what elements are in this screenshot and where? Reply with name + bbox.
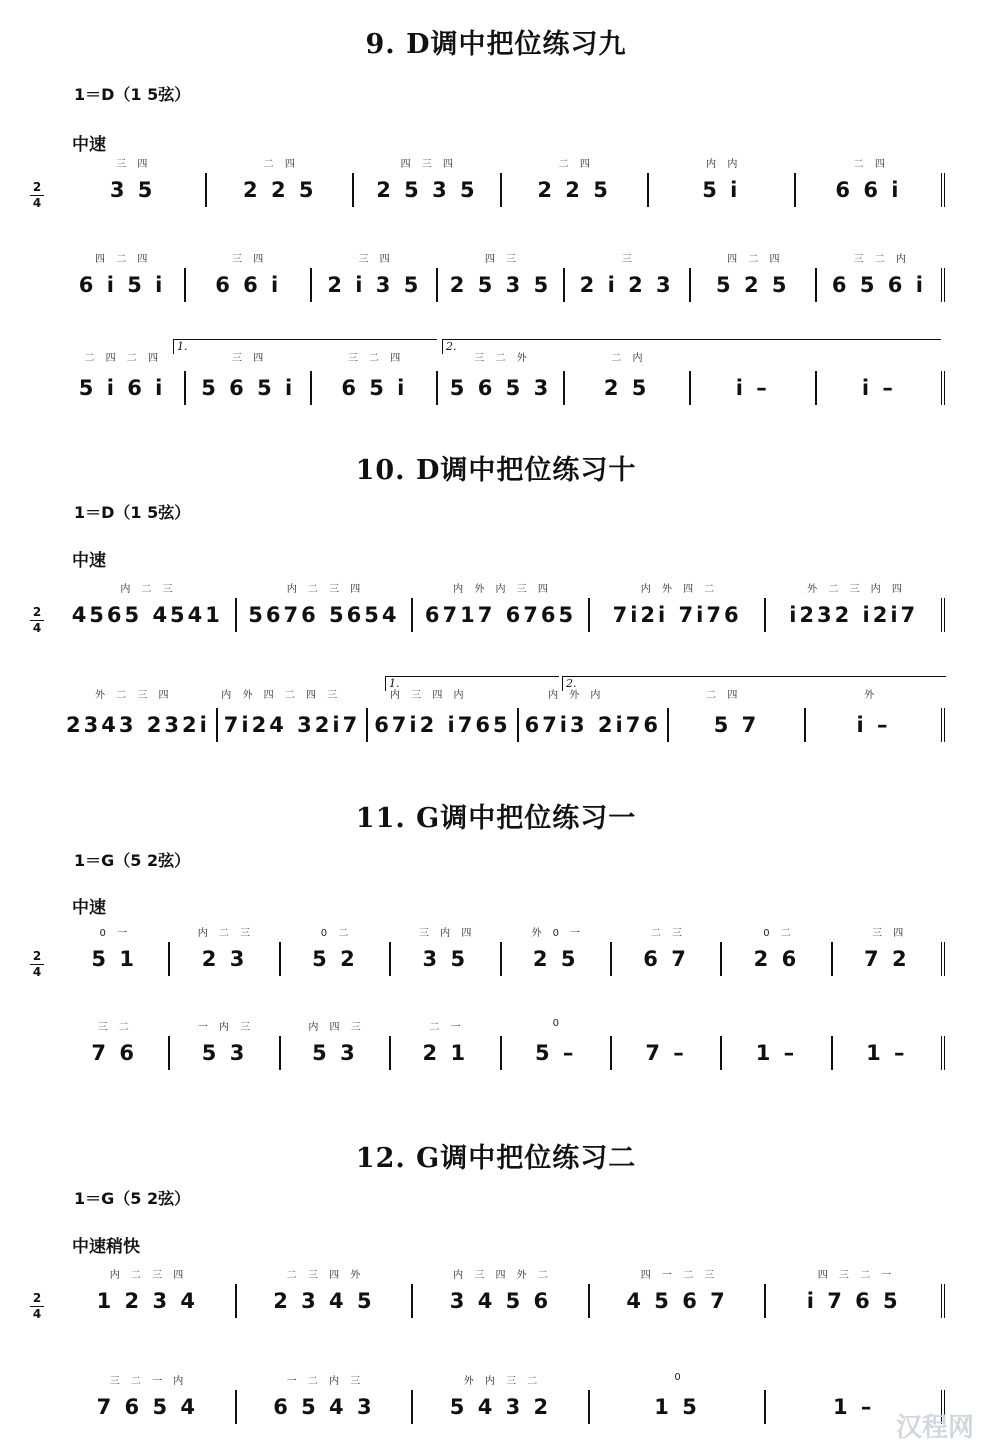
measure: 3 5 <box>60 173 207 207</box>
exercise-title: 12. G调中把位练习二 <box>355 1143 637 1174</box>
measure: 5 i <box>649 173 796 207</box>
fingering-row: 0 一 内 二 三 0 二 三 内 四 外 0 一 二 三 0 二 三 四 <box>99 928 908 939</box>
measure: 6 i 5 i <box>60 268 186 302</box>
notes-row <box>60 268 945 302</box>
staff-row <box>30 677 955 762</box>
notes-row <box>60 371 945 405</box>
exercise-title: 10. D调中把位练习十 <box>355 455 637 486</box>
fingering-row: 四 二 四 三 四 三 四 四 三 三 四 二 四 三 二 内 <box>95 254 910 265</box>
measure: 5 2 <box>281 942 391 976</box>
measure: 7i24 32i7 <box>218 708 368 742</box>
measure: 2 5 3 5 <box>438 268 564 302</box>
measure: 1 – <box>833 1036 945 1070</box>
fingering-row: 内 二 三 内 二 三 四 内 外 内 三 四 内 外 四 二 外 二 三 内 四 <box>120 584 906 595</box>
fingering-row: 三 二 一 内 三 内 四 三 二 一 0 <box>97 1018 563 1033</box>
volta-1: 1. <box>385 676 559 691</box>
exercise-title: 11. G调中把位练习一 <box>355 803 637 834</box>
measure: 5 4 3 2 <box>413 1390 590 1424</box>
measure: 5 i 6 i <box>60 371 186 405</box>
key-signature: 1＝D（1 5弦） <box>74 85 191 104</box>
exercise-title: 9. D调中把位练习九 <box>365 29 627 60</box>
time-signature: 2 4 <box>30 1292 44 1321</box>
measure: 2 2 5 <box>207 173 354 207</box>
measure: 6 6 i <box>796 173 945 207</box>
measure: i – <box>691 371 817 405</box>
notes-row <box>60 1036 945 1070</box>
measure: 2 5 3 5 <box>354 173 501 207</box>
measure: 5 7 <box>669 708 806 742</box>
tempo-marking: 中速 <box>72 551 106 571</box>
staff-row <box>30 1018 955 1098</box>
measure: 67i3 2i76 <box>519 708 669 742</box>
measure: 7i2i 7i76 <box>590 598 767 632</box>
measure: 4565 4541 <box>60 598 237 632</box>
measure: 5 3 <box>281 1036 391 1070</box>
measure: 2 5 <box>565 371 691 405</box>
tempo-marking: 中速稍快 <box>72 1237 140 1257</box>
measure: 5 1 <box>60 942 170 976</box>
fingering-row: 内 二 三 四 二 三 四 外 内 三 四 外 二 四 一 二 三 四 三 二 一 <box>109 1270 896 1281</box>
volta-2: 2. <box>562 676 946 691</box>
measure: 2 i 2 3 <box>565 268 691 302</box>
measure: 2 3 <box>170 942 280 976</box>
measure: 2343 232i <box>60 708 218 742</box>
staff-row <box>30 1372 955 1452</box>
measure: 2 6 <box>722 942 832 976</box>
measure: 5 – <box>502 1036 612 1070</box>
volta-1: 1. <box>173 339 437 354</box>
measure: 6 6 i <box>186 268 312 302</box>
measure: 3 5 <box>391 942 501 976</box>
staff-row <box>30 340 955 425</box>
measure: 6 7 <box>612 942 722 976</box>
measure: 1 5 <box>590 1390 767 1424</box>
measure: 7 – <box>612 1036 722 1070</box>
measure: i – <box>817 371 945 405</box>
measure: 2 i 3 5 <box>312 268 438 302</box>
measure: 5 2 5 <box>691 268 817 302</box>
notes-row <box>60 1284 945 1318</box>
measure: i 7 6 5 <box>766 1284 945 1318</box>
measure: 5 3 <box>170 1036 280 1070</box>
fingering-row: 三 四 二 四 四 三 四 二 四 内 内 二 四 <box>116 159 889 170</box>
notes-row <box>60 942 945 976</box>
measure: 2 1 <box>391 1036 501 1070</box>
time-signature: 2 4 <box>30 181 44 210</box>
measure: 2 5 <box>502 942 612 976</box>
staff-row <box>30 155 955 235</box>
notes-row <box>60 173 945 207</box>
measure: 5676 5654 <box>237 598 414 632</box>
measure: 6 5 4 3 <box>237 1390 414 1424</box>
tempo-marking: 中速 <box>72 898 106 918</box>
watermark-logo: 汉程网 <box>895 1413 974 1443</box>
measure: 67i2 i765 <box>368 708 518 742</box>
measure: 2 3 4 5 <box>237 1284 414 1318</box>
key-signature: 1＝G（5 2弦） <box>74 851 191 870</box>
staff-row <box>30 250 955 330</box>
measure: 3 4 5 6 <box>413 1284 590 1318</box>
measure: i232 i2i7 <box>766 598 945 632</box>
measure: 6 5 6 i <box>817 268 945 302</box>
time-signature: 2 4 <box>30 950 44 979</box>
measure: 1 – <box>766 1390 945 1424</box>
measure: 2 2 5 <box>502 173 649 207</box>
tempo-marking: 中速 <box>72 135 106 155</box>
measure: 6 5 i <box>312 371 438 405</box>
notes-row <box>60 598 945 632</box>
measure: 1 2 3 4 <box>60 1284 237 1318</box>
notes-row <box>60 1390 945 1424</box>
fingering-row: 外 二 三 四 内 外 四 二 四 三 内 三 四 内 内 外 内 二 四 外 <box>94 690 879 701</box>
time-signature: 2 4 <box>30 606 44 635</box>
measure: 5 6 5 3 <box>438 371 564 405</box>
measure: 5 6 5 i <box>186 371 312 405</box>
measure: 1 – <box>722 1036 832 1070</box>
measure: 7 6 <box>60 1036 170 1070</box>
notes-row <box>60 708 945 742</box>
measure: 7 6 5 4 <box>60 1390 237 1424</box>
key-signature: 1＝D（1 5弦） <box>74 503 191 522</box>
measure: 7 2 <box>833 942 945 976</box>
key-signature: 1＝G（5 2弦） <box>74 1189 191 1208</box>
measure: i – <box>806 708 945 742</box>
staff-row <box>30 1266 955 1346</box>
fingering-row: 三 二 一 内 一 二 内 三 外 内 三 二 0 <box>109 1372 685 1387</box>
measure: 6717 6765 <box>413 598 590 632</box>
staff-row <box>30 580 955 660</box>
fingering-row: 二 四 二 四 三 四 三 二 四 三 二 外 二 内 <box>84 353 647 364</box>
volta-2: 2. <box>442 339 941 354</box>
measure: 4 5 6 7 <box>590 1284 767 1318</box>
staff-row <box>30 924 955 1004</box>
